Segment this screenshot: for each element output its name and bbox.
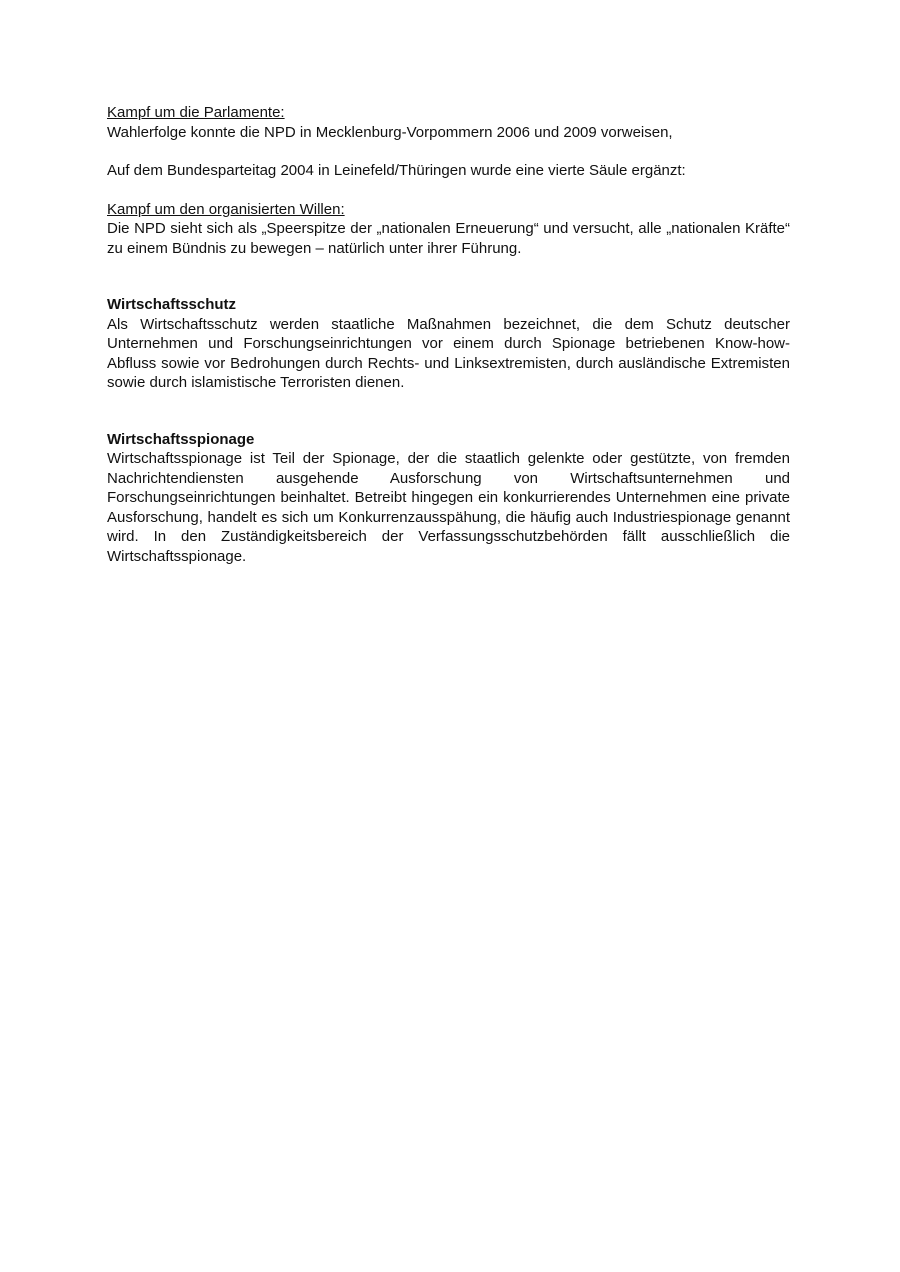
section-kampf-parlamente: [107, 103, 790, 142]
section-body-kampf-parlamente: Wahlerfolge konnte die NPD in Mecklenburg-Vorpommern 2006 und 2009 vorweisen,: [107, 123, 673, 141]
section-body-bundesparteitag: Auf dem Bundesparteitag 2004 in Leinefeld/Thüringen wurde eine vierte Säule ergänzt:: [107, 162, 686, 179]
section-wirtschaftsspionage: [107, 430, 790, 567]
section-body-wirtschaftsschutz: Als Wirtschaftsschutz werden staatliche Maßnahmen bezeichnet, die dem Schutz deutscher Unternehmen und Forschungseinrichtungen vor einem durch Spionage betriebenen Know-how-Abfluss sowie vor Bedrohungen durch Rechts- und Linksextremisten, durch ausländische Extremisten sowie durch islamistische Terroristen dienen.: [107, 315, 790, 391]
section-wirtschaftsschutz: [107, 295, 790, 393]
section-heading-wirtschaftsschutz: Wirtschaftsschutz: [107, 296, 237, 313]
section-body-wirtschaftsspionage: Wirtschaftsspionage ist Teil der Spionage, der die staatlich gelenkte oder gestützte, von fremden Nachrichtendiensten ausgehende Ausforschung von Wirtschaftsunternehmen und Forschungseinrichtungen beinhaltet. Betreibt hingegen ein konkurrierendes Unternehmen eine private Ausforschung, handelt es sich um Konkurrenzausspähung, die häufig auch Industriespionage genannt wird. In den Zuständigkeitsbereich der Verfassungsschutzbehörden fällt ausschließlich die Wirtschaftsspionage.: [107, 450, 790, 565]
section-heading-wirtschaftsspionage: Wirtschaftsspionage: [107, 430, 255, 448]
section-heading-kampf-parlamente: Kampf um die Parlamente:: [107, 104, 285, 121]
section-heading-kampf-organisierter-wille: Kampf um den organisierten Willen:: [107, 200, 345, 218]
section-bundesparteitag: [107, 161, 790, 181]
section-kampf-organisierter-wille: [107, 200, 790, 259]
document-content: [107, 103, 790, 566]
section-body-kampf-organisierter-wille: Die NPD sieht sich als „Speerspitze der „nationalen Erneuerung“ und versucht, alle „nationalen Kräfte“ zu einem Bündnis zu bewegen – natürlich unter ihrer Führung.: [107, 220, 790, 257]
